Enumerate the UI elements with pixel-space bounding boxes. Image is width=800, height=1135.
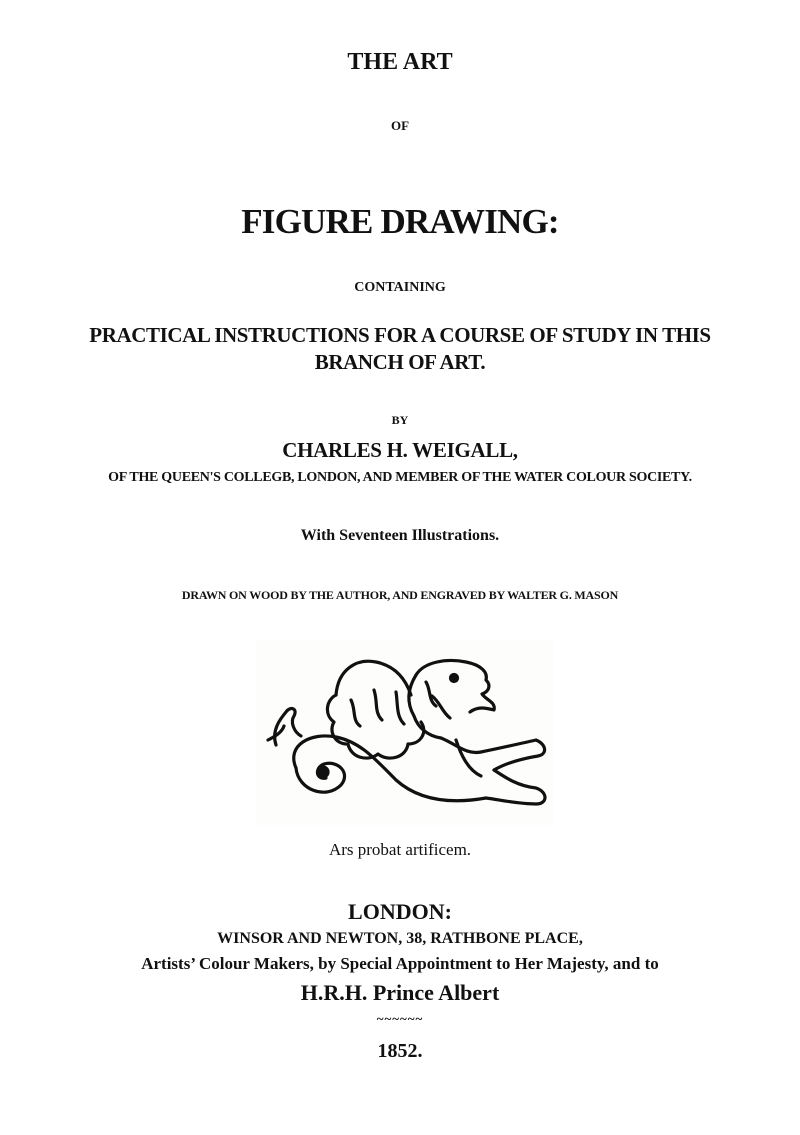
imprint-patron: H.R.H. Prince Albert — [300, 980, 500, 1005]
author-name: CHARLES H. WEIGALL, — [282, 438, 518, 462]
containing-label: CONTAINING — [354, 280, 446, 295]
author-affiliation: OF THE QUEEN'S COLLEGB, LONDON, AND MEMBER OF THE WATER COLOUR SOCIETY. — [108, 470, 692, 485]
illustrations-note: With Seventeen Illustrations. — [300, 527, 500, 544]
imprint-year: 1852. — [377, 1040, 423, 1062]
emblem-motto: Ars probat artificem. — [328, 840, 472, 859]
winged-lion-emblem-icon — [256, 640, 554, 825]
subtitle-line-2: BRANCH OF ART. — [314, 350, 486, 374]
imprint-publisher: WINSOR AND NEWTON, 38, RATHBONE PLACE, — [217, 930, 583, 947]
imprint-appointment: Artists’ Colour Makers, by Special Appointment to Her Majesty, and to — [141, 954, 659, 973]
by-label: BY — [391, 413, 409, 427]
ornament-divider: ~~~~~~ — [376, 1011, 424, 1026]
imprint-city: LONDON: — [348, 899, 452, 924]
subtitle-line-1: PRACTICAL INSTRUCTIONS FOR A COURSE OF STUDY IN THIS — [89, 323, 711, 347]
engraving-credit: DRAWN ON WOOD BY THE AUTHOR, AND ENGRAVED BY WALTER G. MASON — [181, 588, 619, 602]
title-line-of: OF — [390, 118, 410, 133]
subtitle — [0, 322, 800, 376]
title-line-the-art: THE ART — [347, 49, 453, 75]
main-title: FIGURE DRAWING: — [241, 202, 559, 241]
